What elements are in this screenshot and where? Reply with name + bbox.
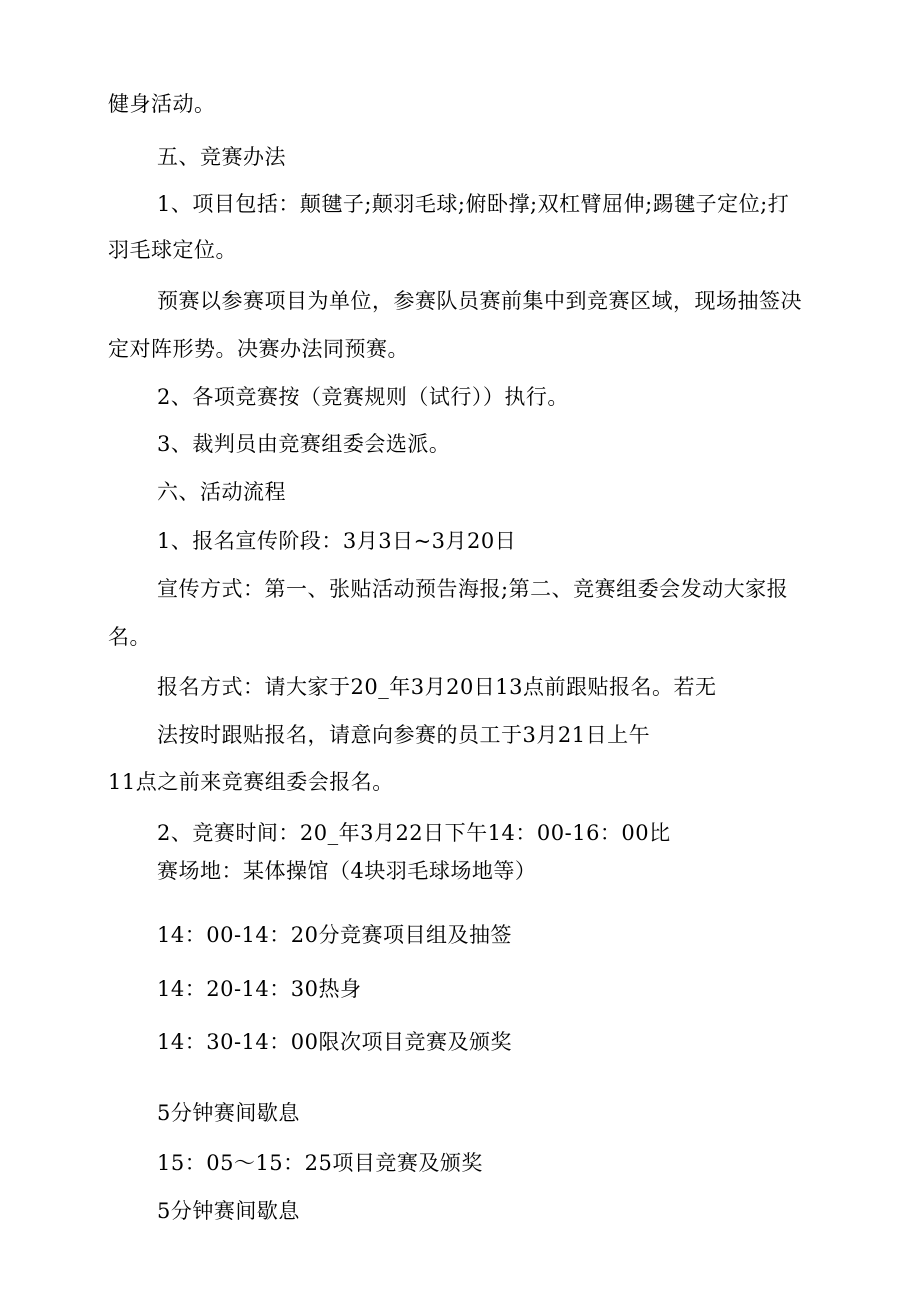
schedule-item: 15：05～15：25项目竞赛及颁奖 [157, 1151, 483, 1175]
text-line: 2、竞赛时间：20_年3月22日下午14：00-16：00比 [157, 821, 671, 845]
schedule-item: 14：20-14：30热身 [157, 977, 362, 1001]
section-heading-competition-method: 五、竞赛办法 [157, 145, 286, 169]
schedule-item: 14：00-14：20分竞赛项目组及抽签 [157, 923, 512, 947]
text-line: 预赛以参赛项目为单位，参赛队员赛前集中到竞赛区域，现场抽签决 [157, 289, 802, 313]
text-line: 健身活动。 [108, 92, 216, 116]
text-line: 报名方式：请大家于20_年3月20日13点前跟贴报名。若无 [157, 675, 717, 699]
text-line: 羽毛球定位。 [108, 238, 237, 262]
text-line: 法按时跟贴报名，请意向参赛的员工于3月21日上午 [157, 723, 651, 747]
text-line: 宣传方式：第一、张贴活动预告海报;第二、竞赛组委会发动大家报 [157, 577, 789, 601]
text-line: 11点之前来竞赛组委会报名。 [108, 770, 394, 794]
section-heading-activity-process: 六、活动流程 [157, 480, 286, 504]
schedule-item: 5分钟赛间歇息 [157, 1199, 300, 1223]
schedule-item: 14：30-14：00限次项目竞赛及颁奖 [157, 1030, 512, 1054]
text-line: 1、报名宣传阶段：3月3日~3月20日 [157, 529, 517, 553]
text-line: 定对阵形势。决赛办法同预赛。 [108, 337, 409, 361]
text-line: 赛场地：某体操馆（4块羽毛球场地等） [157, 859, 537, 883]
schedule-item: 5分钟赛间歇息 [157, 1101, 300, 1125]
text-line: 3、裁判员由竞赛组委会选派。 [157, 432, 451, 456]
text-line: 1、项目包括：颠毽子;颠羽毛球;俯卧撑;双杠臂屈伸;踢毽子定位;打 [157, 192, 790, 216]
text-line: 名。 [108, 625, 151, 649]
text-line: 2、各项竞赛按（竞赛规则（试行））执行。 [157, 385, 569, 409]
